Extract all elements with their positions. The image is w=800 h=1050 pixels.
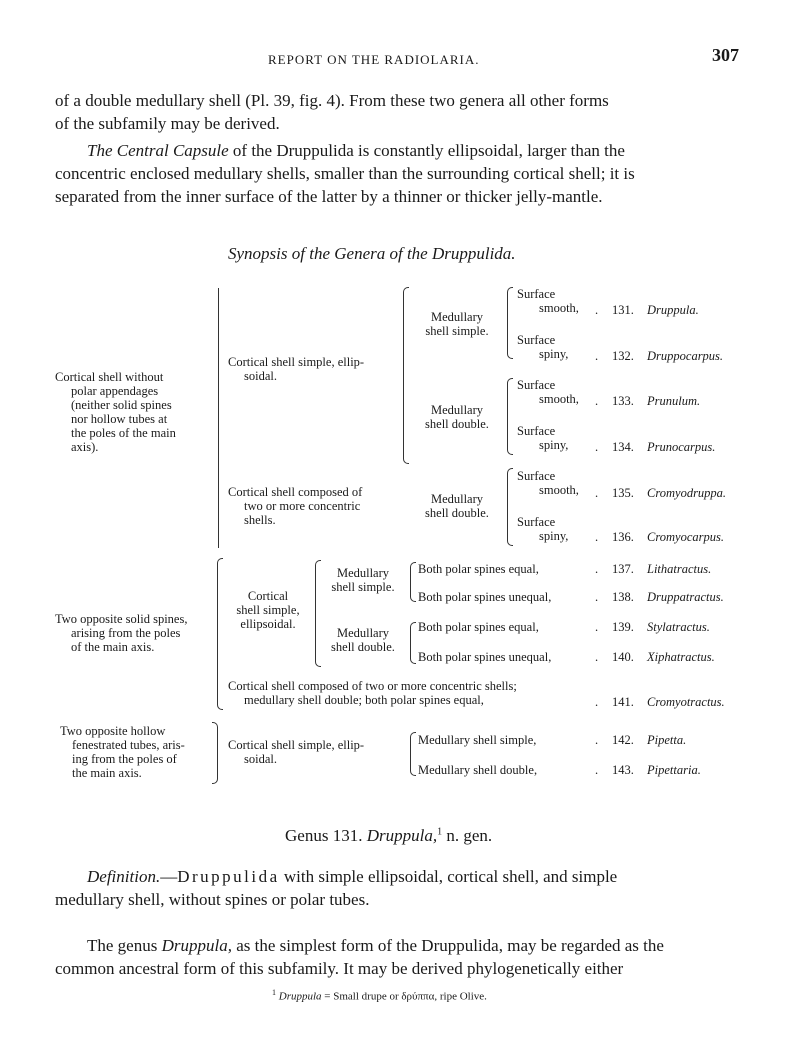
intro-line-1: of a double medullary shell (Pl. 39, fig. 4). From these two genera all other forms	[55, 91, 609, 110]
intro-p2-line-3: separated from the inner surface of the latter by a thinner or thicker jelly-mantle.	[55, 187, 603, 206]
genus-row-dot: .	[595, 733, 599, 747]
genus-number: 143.	[612, 763, 634, 777]
g2a-medullary-simple: Medullary shell simple.	[331, 566, 395, 594]
genus-para-line-1: The genus Druppula, as the simplest form of the Druppulida, may be regarded as the	[87, 936, 664, 955]
genus-number: 140.	[612, 650, 634, 664]
genus-name: Druppocarpus.	[647, 349, 724, 363]
g1a-medullary-double: Medullary shell double.	[425, 403, 489, 431]
genus-heading: Genus 131. Druppula,$^1$ n. gen.	[285, 826, 493, 845]
g2a-m2-brace	[410, 622, 416, 664]
group3-brace	[212, 722, 218, 784]
row-140-desc: Both polar spines unequal,	[418, 650, 552, 664]
page-number: 307	[712, 45, 739, 65]
row-132-desc: Surface spiny,	[517, 333, 569, 361]
g1b-medullary-double: Medullary shell double.	[425, 492, 489, 520]
intro-p2-line-2: concentric enclosed medullary shells, smaller than the surrounding cortical shell; it is	[55, 164, 635, 183]
group1-brace	[218, 288, 219, 548]
g2a-medullary-double: Medullary shell double.	[331, 626, 395, 654]
intro-line-2: of the subfamily may be derived.	[55, 114, 280, 133]
row-131-desc: Surface smooth,	[517, 287, 579, 315]
g2a-m1-brace	[410, 562, 416, 602]
group3a-label: Cortical shell simple, ellip- soidal.	[228, 738, 365, 766]
g1a-m1-brace	[507, 287, 513, 359]
genus-row-dot: .	[595, 763, 599, 777]
genus-name: Stylatractus.	[647, 620, 710, 634]
group2a-label: Cortical shell simple, ellipsoidal.	[236, 589, 300, 631]
genus-number: 141.	[612, 695, 634, 709]
g1a-medullary-simple: Medullary shell simple.	[425, 310, 489, 338]
genus-number: 138.	[612, 590, 634, 604]
genus-number: 137.	[612, 562, 634, 576]
g1b-m-brace	[507, 468, 513, 546]
genus-name: Cromyocarpus.	[647, 530, 724, 544]
group1a-brace	[403, 287, 409, 464]
group3-label: Two opposite hollow fenestrated tubes, aris- ing from the poles of the main axis.	[60, 724, 185, 780]
g1a-m2-brace	[507, 378, 513, 455]
genus-row-dot: .	[595, 486, 599, 500]
genus-name: Druppula.	[647, 303, 699, 317]
row-143-desc: Medullary shell double,	[418, 763, 538, 777]
genus-name: Cromyodruppa.	[647, 486, 727, 500]
row-138-desc: Both polar spines unequal,	[418, 590, 552, 604]
row-137-desc: Both polar spines equal,	[418, 562, 539, 576]
row-139-desc: Both polar spines equal,	[418, 620, 539, 634]
group3a-brace	[410, 732, 416, 776]
genus-name: Pipettaria.	[647, 763, 701, 777]
genus-name: Lithatractus.	[647, 562, 712, 576]
genus-row-dot: .	[595, 530, 599, 544]
genus-name: Xiphatractus.	[647, 650, 715, 664]
row-136-desc: Surface spiny,	[517, 515, 569, 543]
row-133-desc: Surface smooth,	[517, 378, 579, 406]
genus-number: 135.	[612, 486, 634, 500]
intro-p2-line-1: The Central Capsule of the Druppulida is constantly ellipsoidal, larger than the	[87, 141, 625, 160]
row-142-desc: Medullary shell simple,	[418, 733, 537, 747]
genus-number: 139.	[612, 620, 634, 634]
group1-label: Cortical shell without polar appendages (neither solid spines nor hollow tubes at the poles of the main axis).	[55, 370, 176, 454]
definition-line-2: medullary shell, without spines or polar tubes.	[55, 890, 370, 909]
genus-row-dot: .	[595, 695, 599, 709]
genus-name: Cromyotractus.	[647, 695, 725, 709]
genus-row-dot: .	[595, 562, 599, 576]
genus-number: 134.	[612, 440, 634, 454]
genus-row-dot: .	[595, 349, 599, 363]
genus-row-dot: .	[595, 650, 599, 664]
group2b-label: Cortical shell composed of two or more concentric shells; medullary shell double; both polar spines equal,	[228, 679, 517, 707]
genus-name: Druppatractus.	[647, 590, 724, 604]
genus-row-dot: .	[595, 590, 599, 604]
genus-number: 131.	[612, 303, 634, 317]
group2-label: Two opposite solid spines, arising from the poles of the main axis.	[55, 612, 188, 654]
genus-name: Prunulum.	[647, 394, 701, 408]
genus-row-dot: .	[595, 303, 599, 317]
footnote: $^1$ Druppula = Small drupe or δρύππα, ripe Olive.	[272, 988, 487, 1003]
genus-row-dot: .	[595, 394, 599, 408]
group2-brace	[217, 558, 223, 710]
genus-number: 136.	[612, 530, 634, 544]
genus-number: 132.	[612, 349, 634, 363]
genus-name: Pipetta.	[647, 733, 687, 747]
group1a-label: Cortical shell simple, ellip- soidal.	[228, 355, 365, 383]
synopsis-title: Synopsis of the Genera of the Druppulida.	[228, 244, 516, 263]
group1b-label: Cortical shell composed of two or more concentric shells.	[228, 485, 363, 527]
genus-para-line-2: common ancestral form of this subfamily. It may be derived phylogenetically either	[55, 959, 624, 978]
genus-number: 142.	[612, 733, 634, 747]
definition-line-1: Definition.—Druppulida with simple ellipsoidal, cortical shell, and simple	[87, 867, 618, 886]
genus-number: 133.	[612, 394, 634, 408]
definition-label: Definition.	[87, 867, 161, 886]
genus-row-dot: .	[595, 620, 599, 634]
genus-name: Prunocarpus.	[647, 440, 716, 454]
running-header: REPORT ON THE RADIOLARIA.	[268, 52, 480, 67]
row-134-desc: Surface spiny,	[517, 424, 569, 452]
row-135-desc: Surface smooth,	[517, 469, 579, 497]
central-capsule-term: The Central Capsule	[87, 141, 229, 160]
genus-row-dot: .	[595, 440, 599, 454]
